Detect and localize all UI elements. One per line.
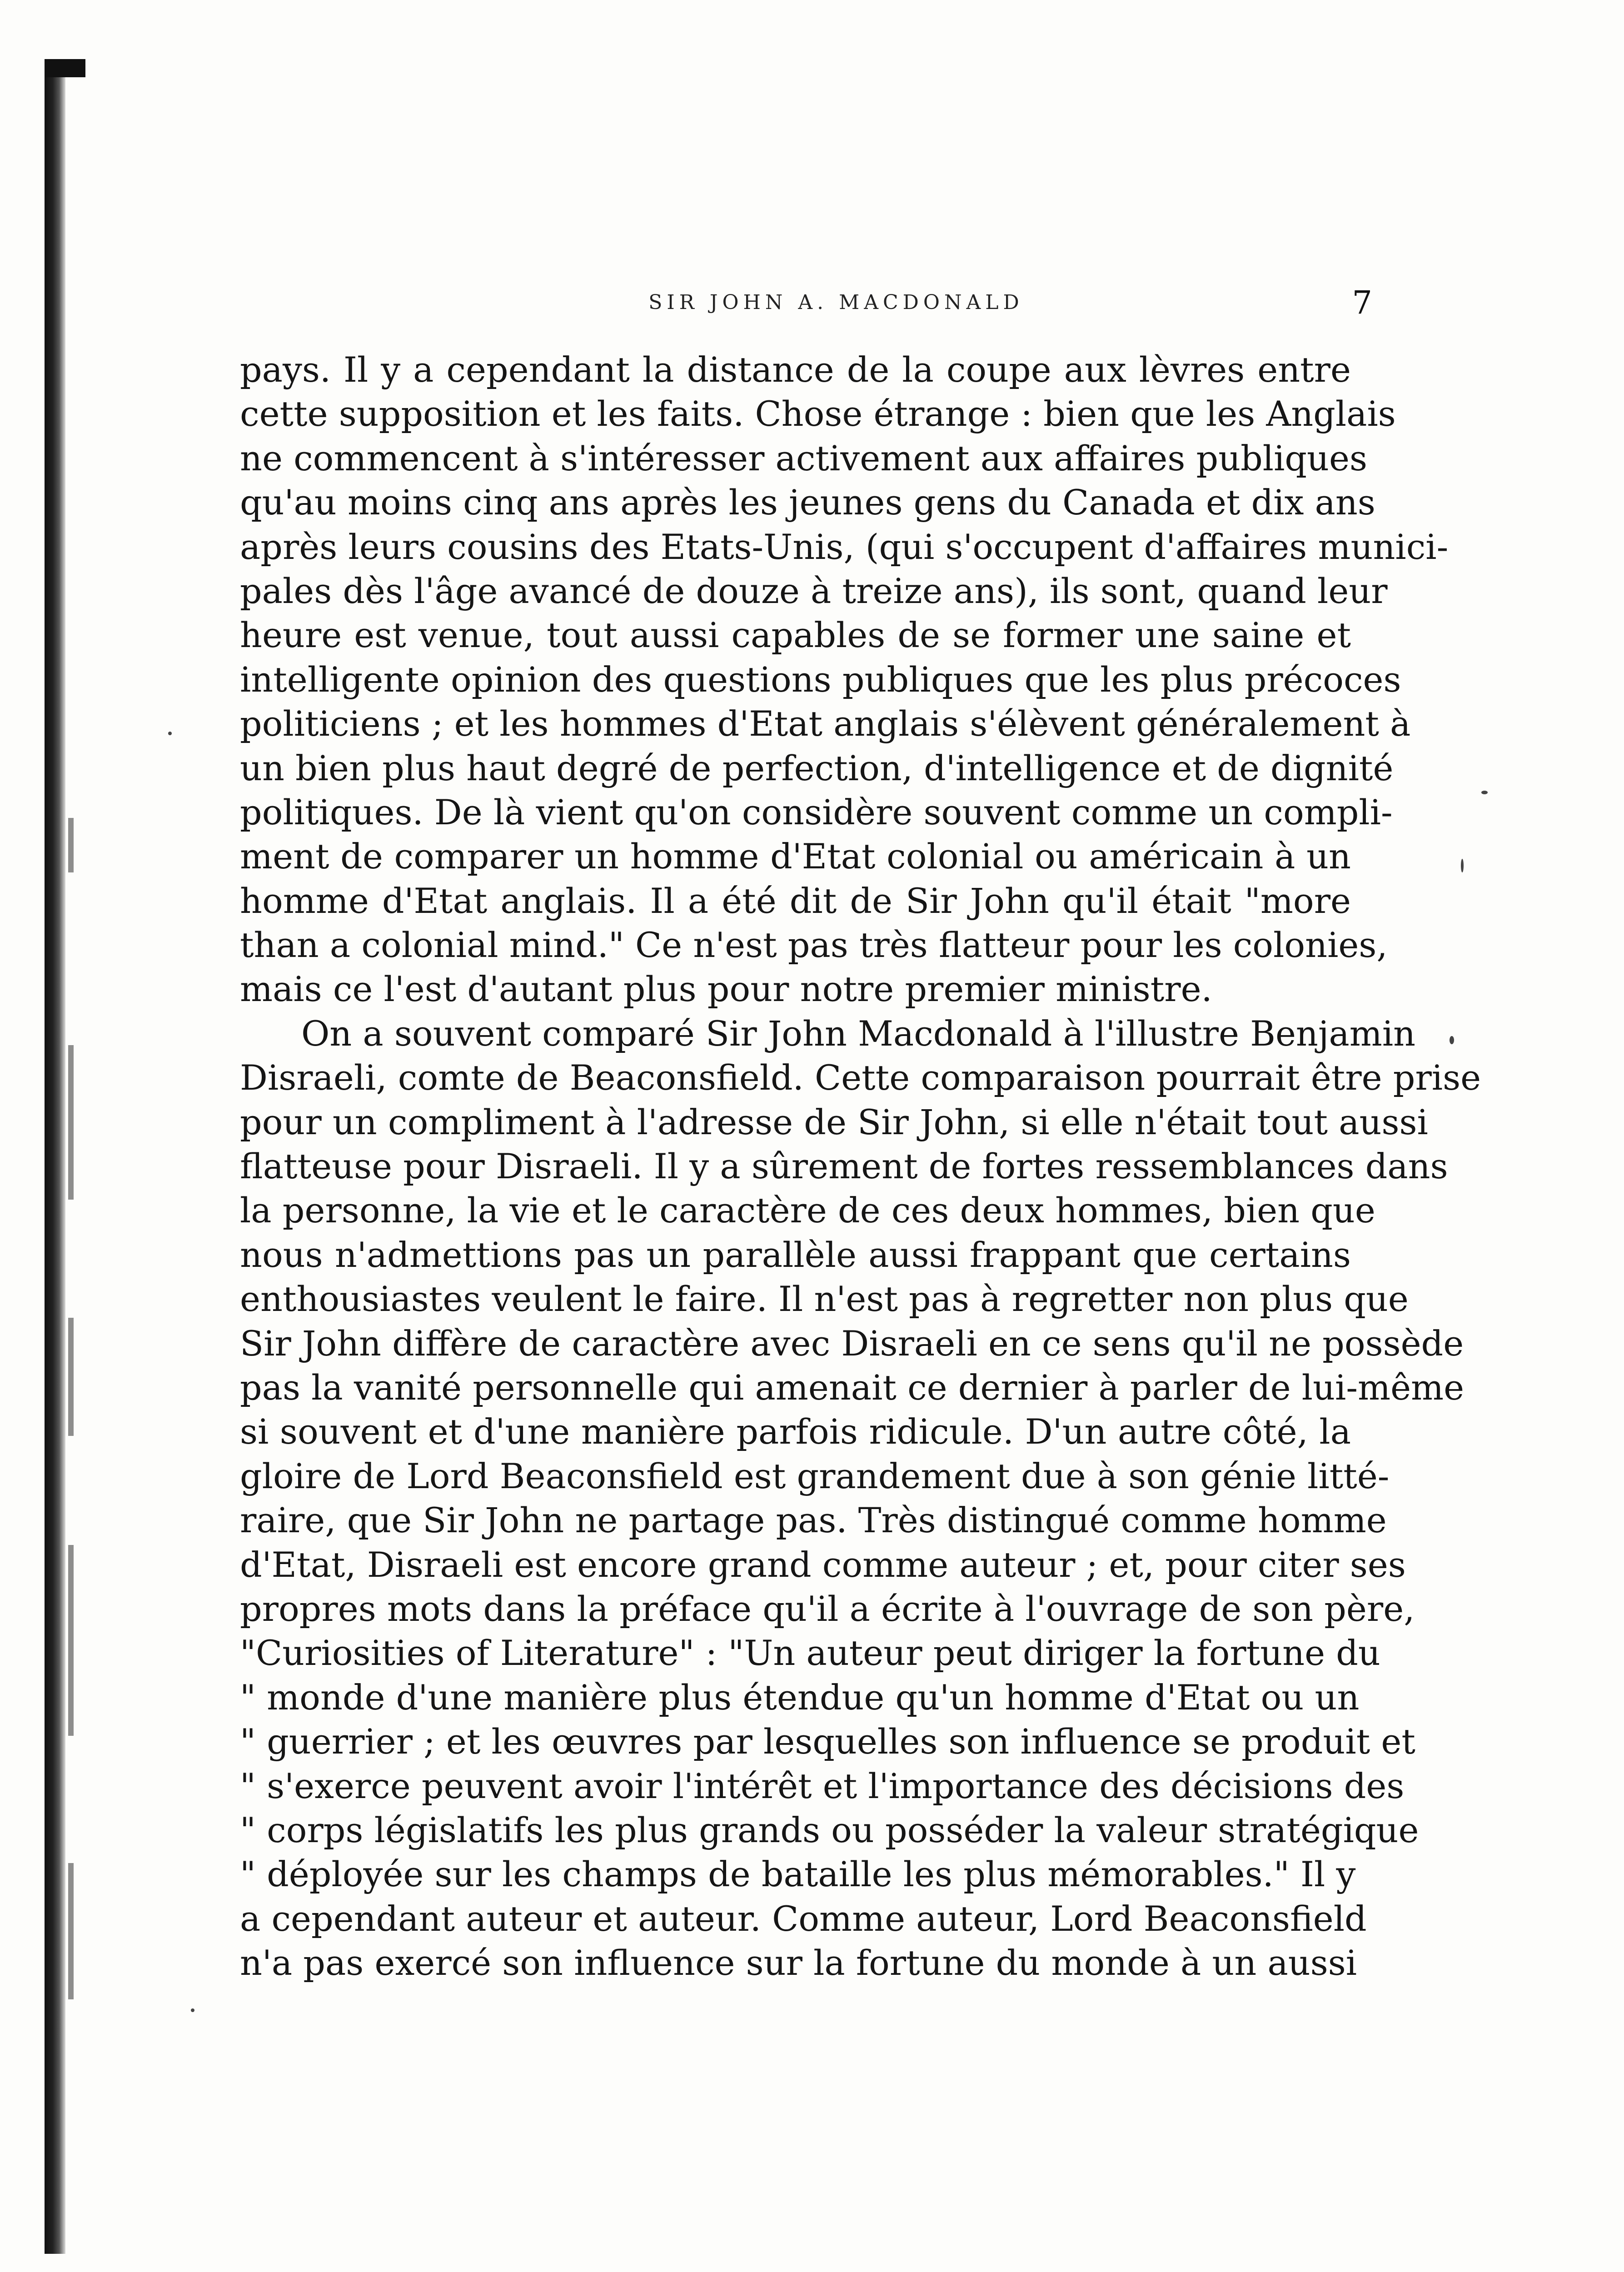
text-line: enthousiastes veulent le faire. Il n'est pas à regretter non plus que	[240, 1279, 1409, 1320]
text-line: than a colonial mind." Ce n'est pas très flatteur pour les colonies,	[240, 925, 1388, 966]
text-line: gloire de Lord Beaconsfield est grandement due à son génie litté-	[240, 1455, 1390, 1496]
text-line: cette supposition et les faits. Chose étrange : bien que les Anglais	[240, 394, 1396, 434]
page-number: 7	[1352, 284, 1372, 321]
text-line-paragraph-start: On a souvent comparé Sir John Macdonald à l'illustre Benjamin	[301, 1013, 1416, 1054]
text-line: la personne, la vie et le caractère de ces deux hommes, bien que	[240, 1190, 1375, 1231]
text-line: n'a pas exercé son influence sur la fortune du monde à un aussi	[240, 1943, 1357, 1983]
text-line: pour un compliment à l'adresse de Sir John, si elle n'était tout aussi	[240, 1101, 1428, 1142]
text-line: heure est venue, tout aussi capables de se former une saine et	[240, 615, 1351, 656]
book-binding-corner	[45, 59, 85, 77]
text-line: propres mots dans la préface qu'il a écrite à l'ouvrage de son père,	[240, 1588, 1415, 1629]
text-line: mais ce l'est d'autant plus pour notre premier ministre.	[240, 969, 1212, 1010]
text-line: nous n'admettions pas un parallèle aussi frappant que certains	[240, 1234, 1351, 1275]
text-line: "Curiosities of Literature" : "Un auteur peut diriger la fortune du	[240, 1633, 1380, 1674]
binding-speck	[68, 1545, 74, 1736]
scan-speck	[191, 2008, 194, 2012]
text-line: " corps législatifs les plus grands ou posséder la valeur stratégique	[240, 1809, 1419, 1850]
text-line: Disraeli, comte de Beaconsfield. Cette comparaison pourrait être prise	[240, 1057, 1481, 1098]
text-line: politiques. De là vient qu'on considère souvent comme un compli-	[240, 792, 1393, 832]
binding-speck	[68, 1045, 74, 1200]
text-line: " s'exerce peuvent avoir l'intérêt et l'importance des décisions des	[240, 1765, 1405, 1806]
binding-speck	[68, 1863, 74, 1999]
body-text	[240, 348, 1481, 1985]
text-line: " monde d'une manière plus étendue qu'un homme d'Etat ou un	[240, 1677, 1360, 1718]
binding-speck	[68, 1318, 74, 1436]
running-title: SIR JOHN A. MACDONALD	[648, 291, 1024, 314]
text-line: " déployée sur les champs de bataille les plus mémorables." Il y	[240, 1854, 1356, 1895]
text-line: pales dès l'âge avancé de douze à treize ans), ils sont, quand leur	[240, 570, 1388, 611]
scan-speck	[168, 732, 172, 735]
text-line: intelligente opinion des questions publiques que les plus précoces	[240, 659, 1401, 700]
text-line: raire, que Sir John ne partage pas. Très distingué comme homme	[240, 1500, 1387, 1541]
text-line: " guerrier ; et les œuvres par lesquelles son influence se produit et	[240, 1721, 1415, 1762]
book-binding-shadow	[45, 59, 65, 2254]
binding-speck	[68, 818, 74, 872]
scan-speck	[1461, 859, 1464, 872]
text-line: pas la vanité personnelle qui amenait ce dernier à parler de lui-même	[240, 1367, 1465, 1408]
text-line: ment de comparer un homme d'Etat colonial ou américain à un	[240, 836, 1351, 877]
text-line: politiciens ; et les hommes d'Etat anglais s'élèvent généralement à	[240, 703, 1411, 744]
text-line: après leurs cousins des Etats-Unis, (qui s'occupent d'affaires munici-	[240, 526, 1449, 567]
text-line: si souvent et d'une manière parfois ridicule. D'un autre côté, la	[240, 1411, 1351, 1452]
text-line: ne commencent à s'intéresser activement aux affaires publiques	[240, 438, 1367, 478]
text-line: homme d'Etat anglais. Il a été dit de Sir John qu'il était "more	[240, 880, 1351, 921]
text-line: pays. Il y a cependant la distance de la coupe aux lèvres entre	[240, 349, 1351, 390]
text-line: d'Etat, Disraeli est encore grand comme auteur ; et, pour citer ses	[240, 1544, 1406, 1585]
text-line: qu'au moins cinq ans après les jeunes gens du Canada et dix ans	[240, 482, 1375, 523]
scan-speck	[1450, 1036, 1454, 1044]
text-line: Sir John diffère de caractère avec Disraeli en ce sens qu'il ne possède	[240, 1323, 1464, 1364]
text-line: a cependant auteur et auteur. Comme auteur, Lord Beaconsfield	[240, 1898, 1367, 1939]
text-line: flatteuse pour Disraeli. Il y a sûrement de fortes ressemblances dans	[240, 1146, 1448, 1187]
text-line: un bien plus haut degré de perfection, d'intelligence et de dignité	[240, 747, 1394, 788]
scan-speck	[1481, 791, 1488, 794]
